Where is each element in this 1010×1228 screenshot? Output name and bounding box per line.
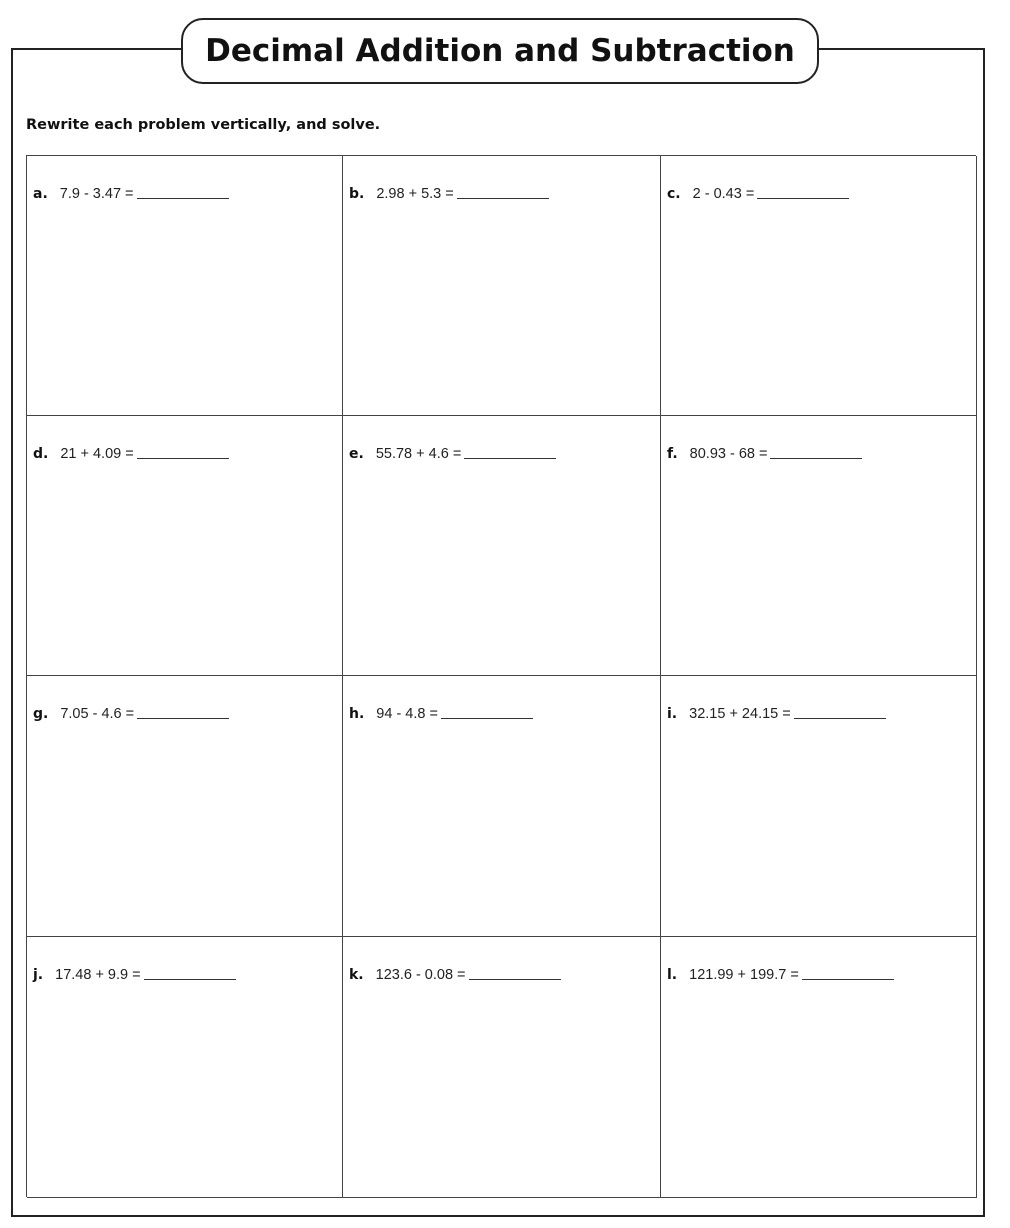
problem-letter: j.: [33, 967, 44, 983]
problem-cell-a[interactable]: [27, 156, 343, 416]
problem-h: [349, 706, 533, 722]
problem-grid: [26, 155, 976, 1197]
problem-b: [349, 186, 549, 202]
problem-cell-b[interactable]: [343, 156, 661, 416]
problem-letter: i.: [667, 706, 678, 722]
problem-expression: 17.48 + 9.9 =: [55, 967, 141, 983]
problem-cell-e[interactable]: [343, 416, 661, 676]
problem-expression: 2 - 0.43 =: [692, 186, 755, 202]
problem-letter: f.: [667, 446, 678, 462]
problem-letter: k.: [349, 967, 364, 983]
problem-j: [33, 967, 236, 983]
problem-d: [33, 446, 229, 462]
problem-a: [33, 186, 229, 202]
problem-cell-i[interactable]: [661, 676, 977, 937]
problem-c: [667, 186, 849, 202]
problem-cell-j[interactable]: [27, 937, 343, 1198]
answer-blank[interactable]: [137, 457, 229, 459]
problem-letter: a.: [33, 186, 48, 202]
answer-blank[interactable]: [457, 197, 549, 199]
problem-expression: 2.98 + 5.3 =: [376, 186, 454, 202]
answer-blank[interactable]: [137, 197, 229, 199]
problem-l: [667, 967, 894, 983]
page-title: Decimal Addition and Subtraction: [205, 33, 795, 69]
problem-letter: e.: [349, 446, 364, 462]
problem-letter: d.: [33, 446, 49, 462]
problem-cell-h[interactable]: [343, 676, 661, 937]
problem-cell-d[interactable]: [27, 416, 343, 676]
problem-cell-f[interactable]: [661, 416, 977, 676]
answer-blank[interactable]: [469, 978, 561, 980]
title-banner: [181, 18, 819, 84]
answer-blank[interactable]: [137, 717, 229, 719]
problem-expression: 123.6 - 0.08 =: [375, 967, 466, 983]
problem-cell-k[interactable]: [343, 937, 661, 1198]
answer-blank[interactable]: [794, 717, 886, 719]
problem-f: [667, 446, 862, 462]
problem-cell-g[interactable]: [27, 676, 343, 937]
problem-k: [349, 967, 561, 983]
problem-expression: 7.9 - 3.47 =: [59, 186, 134, 202]
problem-expression: 80.93 - 68 =: [689, 446, 768, 462]
answer-blank[interactable]: [802, 978, 894, 980]
problem-letter: h.: [349, 706, 365, 722]
problem-cell-c[interactable]: [661, 156, 977, 416]
problem-cell-l[interactable]: [661, 937, 977, 1198]
problem-expression: 7.05 - 4.6 =: [60, 706, 135, 722]
problem-g: [33, 706, 229, 722]
problem-letter: g.: [33, 706, 49, 722]
problem-letter: b.: [349, 186, 365, 202]
problem-expression: 21 + 4.09 =: [60, 446, 134, 462]
answer-blank[interactable]: [464, 457, 556, 459]
problem-letter: c.: [667, 186, 681, 202]
instructions: Rewrite each problem vertically, and solve.: [26, 117, 381, 133]
answer-blank[interactable]: [770, 457, 862, 459]
problem-expression: 121.99 + 199.7 =: [689, 967, 799, 983]
problem-expression: 55.78 + 4.6 =: [375, 446, 462, 462]
answer-blank[interactable]: [144, 978, 236, 980]
problem-e: [349, 446, 556, 462]
problem-expression: 94 - 4.8 =: [376, 706, 438, 722]
answer-blank[interactable]: [757, 197, 849, 199]
answer-blank[interactable]: [441, 717, 533, 719]
problem-i: [667, 706, 886, 722]
problem-expression: 32.15 + 24.15 =: [689, 706, 791, 722]
problem-letter: l.: [667, 967, 678, 983]
